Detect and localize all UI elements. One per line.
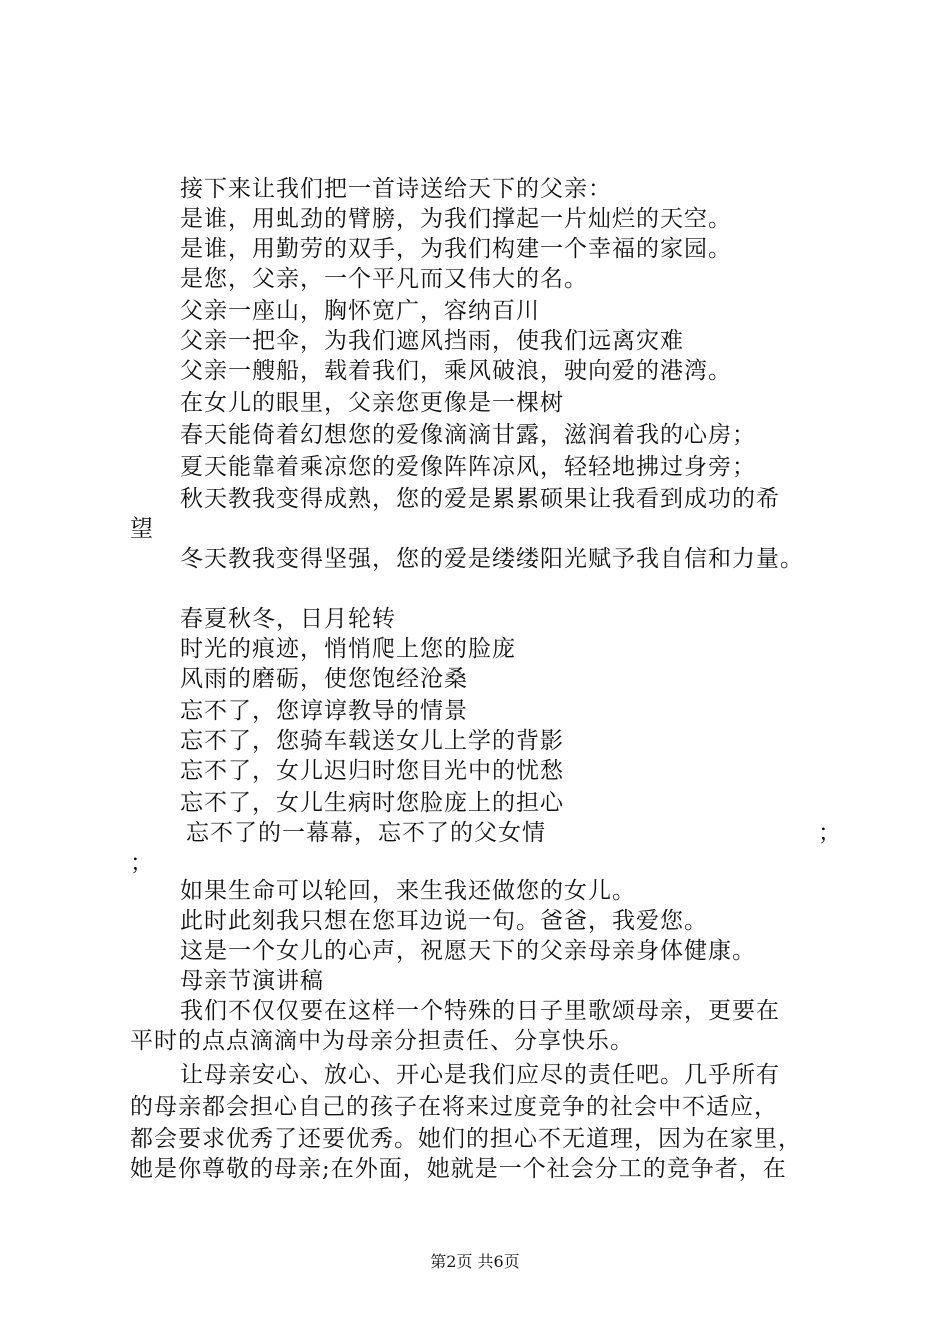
paragraph-line: 平时的点点滴滴中为母亲分担责任、分享快乐。: [130, 1028, 634, 1054]
poem-line: 此时此刻我只想在您耳边说一句。爸爸，我爱您。: [180, 908, 708, 934]
poem-line: 冬天教我变得坚强，您的爱是缕缕阳光赋予我自信和力量。: [180, 546, 804, 572]
poem-line: 在女儿的眼里，父亲您更像是一棵树: [180, 390, 564, 416]
paragraph-line: 的母亲都会担心自己的孩子在将来过度竞争的社会中不适应，: [130, 1094, 778, 1120]
poem-line: 春天能倚着幻想您的爱像滴滴甘露，滋润着我的心房；: [180, 422, 756, 448]
poem-line: 父亲一把伞，为我们遮风挡雨，使我们远离灾难: [180, 328, 684, 354]
poem-line: 时光的痕迹，悄悄爬上您的脸庞: [180, 636, 516, 662]
poem-line: 风雨的磨砺，使您饱经沧桑: [180, 666, 468, 692]
poem-line: 是您，父亲，一个平凡而又伟大的名。: [180, 266, 588, 292]
poem-line: 这是一个女儿的心声，祝愿天下的父亲母亲身体健康。: [180, 938, 756, 964]
poem-line: 秋天教我变得成熟，您的爱是累累硕果让我看到成功的希: [180, 486, 780, 512]
poem-line: 春夏秋冬，日月轮转: [180, 606, 396, 632]
stray-semicolon: ；: [818, 820, 841, 846]
poem-line: 父亲一座山，胸怀宽广，容纳百川: [180, 298, 540, 324]
paragraph-line: 我们不仅仅要在这样一个特殊的日子里歌颂母亲，更要在: [180, 998, 780, 1024]
paragraph-line: 都会要求优秀了还要优秀。她们的担心不无道理，因为在家里，: [130, 1126, 802, 1152]
poem-line: 父亲一艘船，载着我们，乘风破浪，驶向爱的港湾。: [180, 358, 732, 384]
paragraph-line: 让母亲安心、放心、开心是我们应尽的责任吧。几乎所有: [180, 1062, 780, 1088]
poem-intro-line: 接下来让我们把一首诗送给天下的父亲：: [180, 176, 612, 202]
poem-line: 忘不了，女儿迟归时您目光中的忧愁: [180, 758, 564, 784]
poem-line: 忘不了的一幕幕，忘不了的父女情: [186, 820, 546, 846]
page-number-footer: 第2页 共6页: [430, 1252, 520, 1271]
stray-semicolon: ；: [130, 850, 154, 876]
poem-line: 忘不了，您谆谆教导的情景: [180, 698, 468, 724]
poem-line: 是谁，用勤劳的双手，为我们构建一个幸福的家园。: [180, 236, 732, 262]
poem-line: 忘不了，女儿生病时您脸庞上的担心: [180, 790, 564, 816]
poem-line: 忘不了，您骑车载送女儿上学的背影: [180, 728, 564, 754]
paragraph-line: 她是你尊敬的母亲;在外面，她就是一个社会分工的竞争者，在: [130, 1156, 787, 1182]
poem-line: 夏天能靠着乘凉您的爱像阵阵凉风，轻轻地拂过身旁；: [180, 454, 756, 480]
poem-line-wrap: 望: [130, 516, 154, 542]
section-title: 母亲节演讲稿: [180, 968, 324, 994]
poem-line: 如果生命可以轮回，来生我还做您的女儿。: [180, 878, 636, 904]
poem-line: 是谁，用虬劲的臂膀，为我们撑起一片灿烂的天空。: [180, 206, 732, 232]
